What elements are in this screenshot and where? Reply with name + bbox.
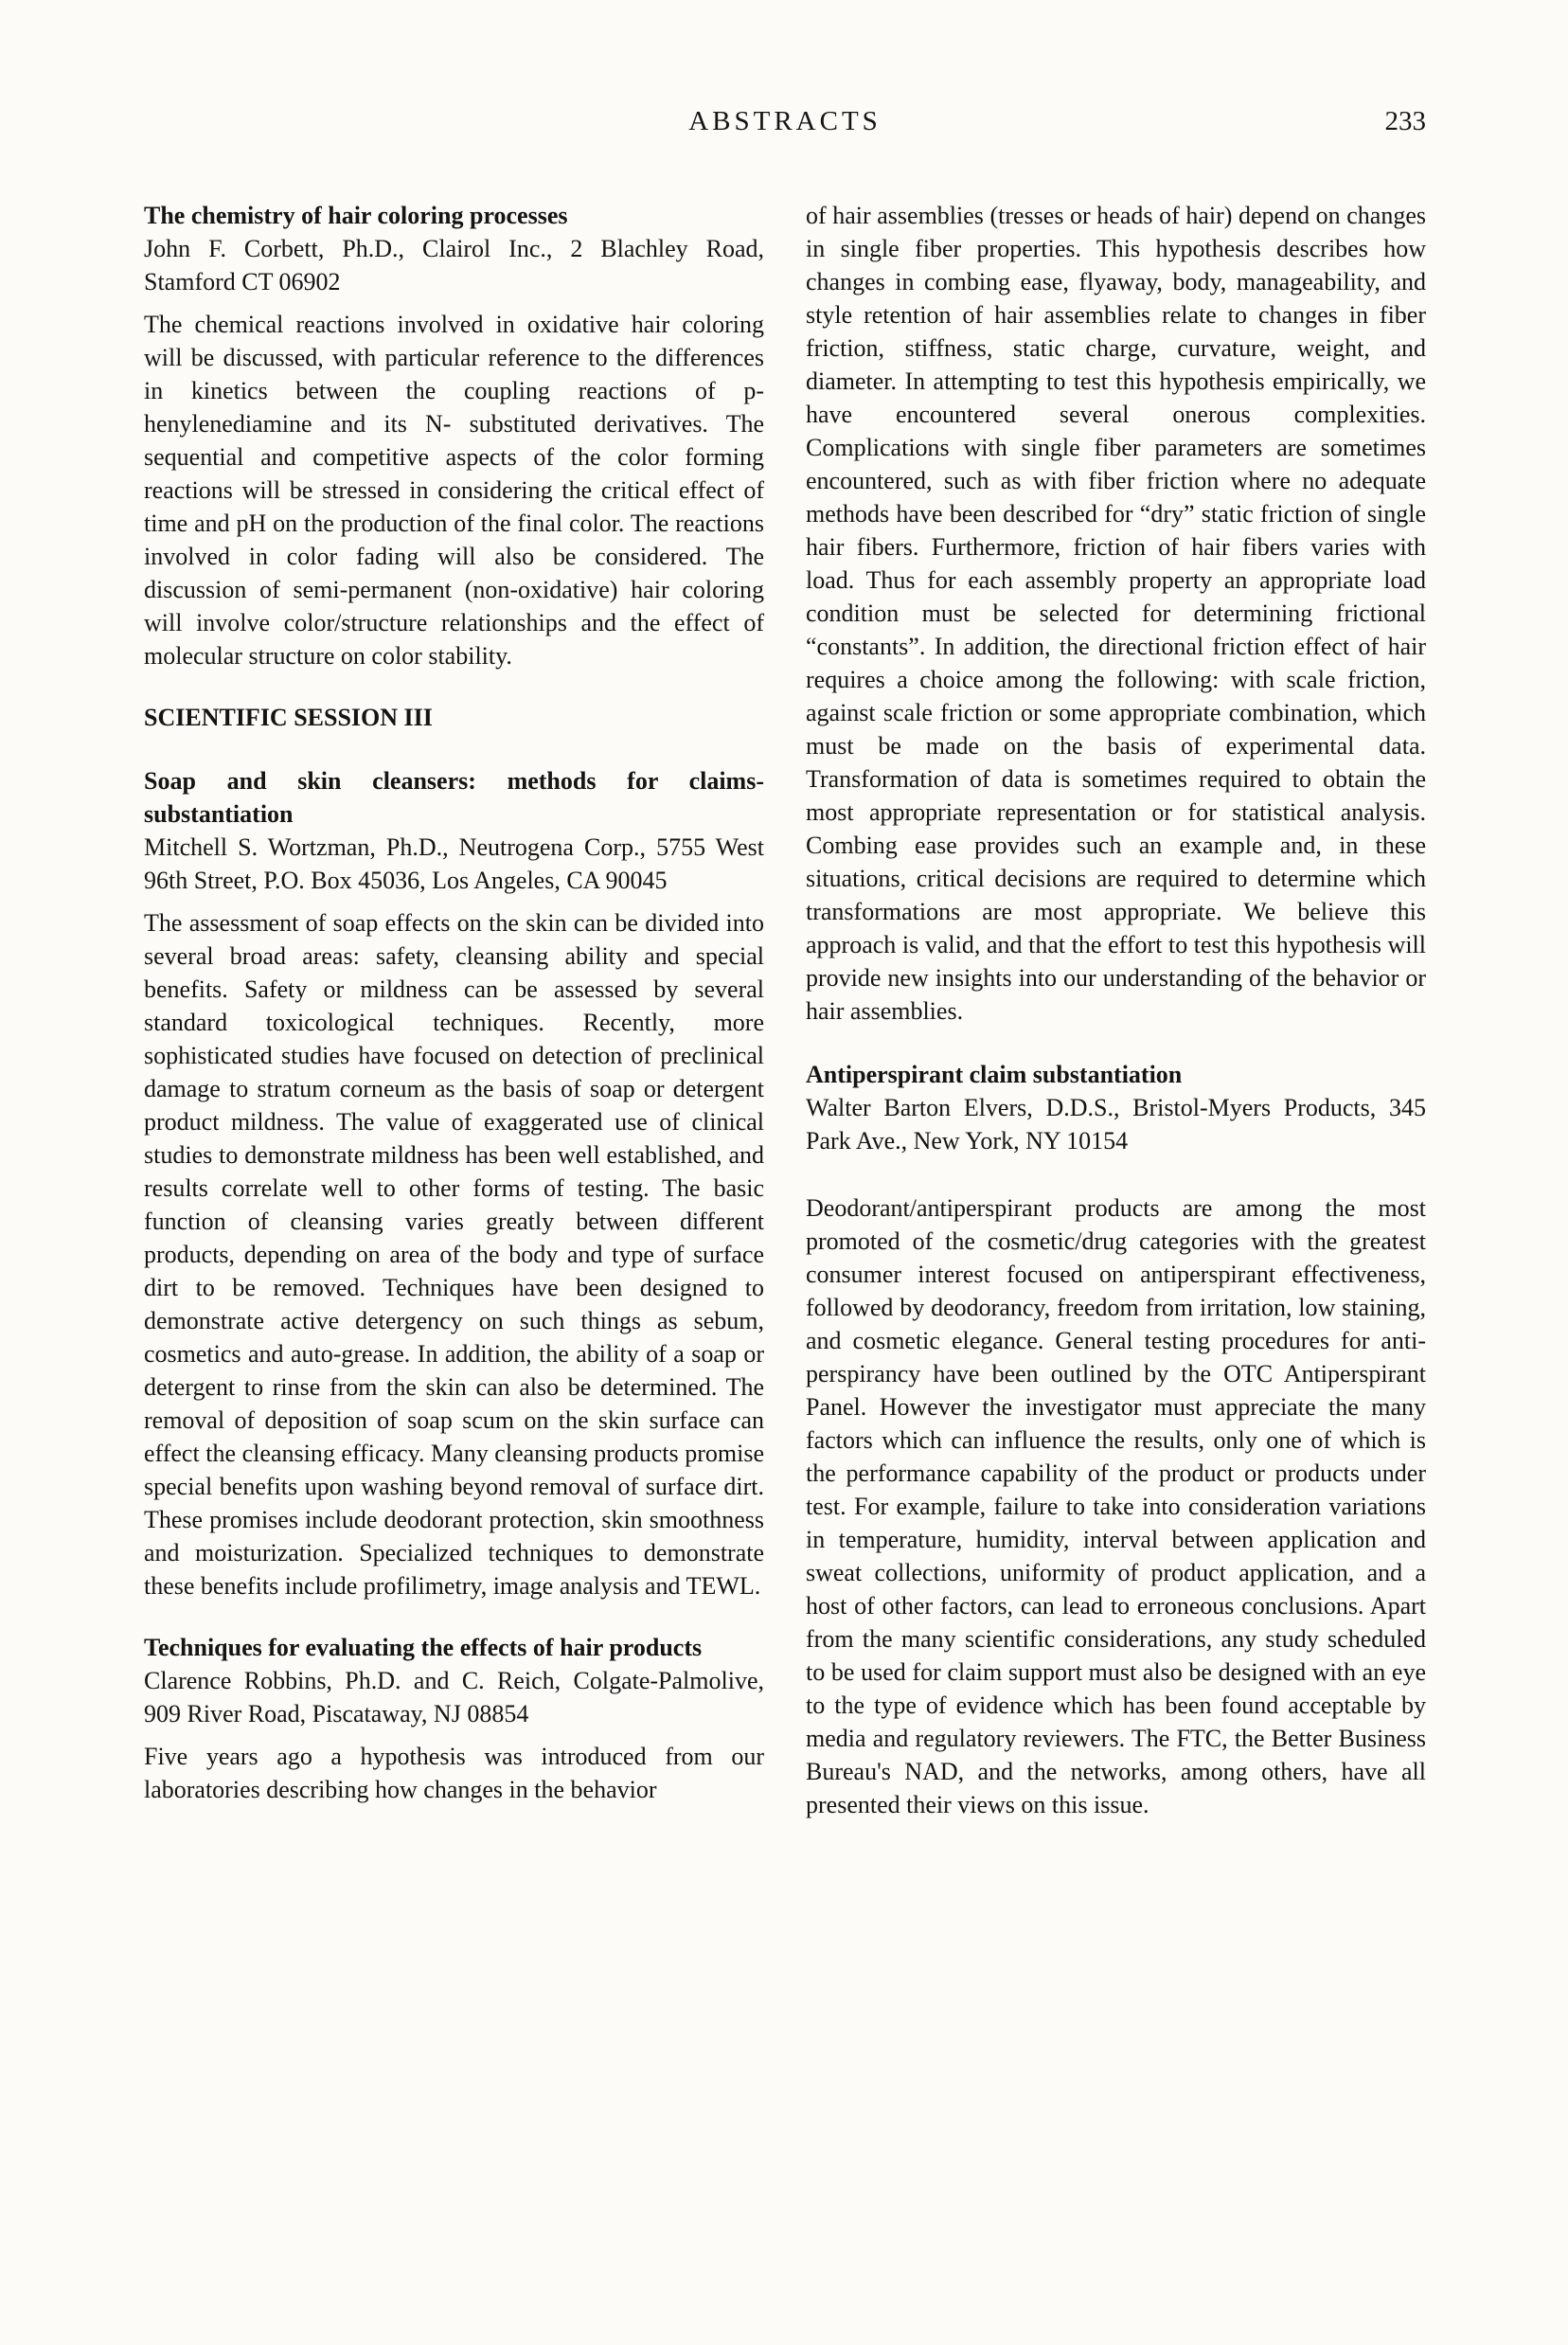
abstract-soap-cleansers [144,764,764,1602]
abstract-authors: Clarence Robbins, Ph.D. and C. Reich, Colgate-Palmolive, 909 River Road, Piscataway, NJ 08854 [144,1667,764,1727]
two-column-layout [144,199,1426,1850]
abstract-authors: Walter Barton Elvers, D.D.S., Bristol-Myers Products, 345 Park Ave., New York, NY 10154 [806,1094,1426,1155]
abstract-title: Techniques for evaluating the effects of hair products [144,1634,703,1661]
abstract-title: The chemistry of hair coloring processes [144,202,568,229]
abstract-title: Antiperspirant claim substantiation [806,1061,1183,1088]
page-number: 233 [1384,106,1426,136]
abstract-body: The chemical reactions involved in oxidative hair coloring will be discussed, with particular reference to the differences in kinetics between the coupling reactions of p-henylenediamine and its N- substituted derivatives. The sequential and competitive aspects of the color forming reactions will be stressed in considering the critical effect of time and pH on the production of the final color. The reactions involved in color fading will also be considered. The discussion of semi-permanent (non-oxidative) hair coloring will involve color/structure relationships and the effect of molecular structure on color stability. [144,311,764,670]
abstract-hair-products [144,1631,764,1806]
session-heading: SCIENTIFIC SESSION III [144,704,433,731]
abstract-body: Deodorant/antiperspirant products are among the most promoted of the cosmetic/drug categories with the greatest consumer interest focused on antiperspirant effectiveness, followed by deodorancy, freedom from irritation, low staining, and cosmetic elegance. General testing procedures for anti-perspirancy have been outlined by the OTC Antiperspirant Panel. However the investigator must appreciate the many factors which can influence the results, only one of which is the performance capability of the product or products under test. For example, failure to take into consideration variations in temperature, humidity, interval between application and sweat collections, uniformity of product application, and a host of other factors, can lead to erroneous conclusions. Apart from the many scientific considerations, any study scheduled to be used for claim support must also be designed with an eye to the type of evidence which has been found acceptable by media and regulatory reviewers. The FTC, the Better Business Bureau's NAD, and the networks, among others, have all presented their views on this issue. [806,1194,1426,1818]
abstract-body: The assessment of soap effects on the skin can be divided into several broad areas: safety, cleansing ability and special benefits. Safety or mildness can be assessed by several standard toxicological techniques. Recently, more sophisticated studies have focused on detection of preclinical damage to stratum corneum as the basis of soap or detergent product mildness. The value of exaggerated use of clinical studies to demonstrate mildness has been well established, and results correlate well to other forms of testing. The basic function of cleansing varies greatly between different products, depending on area of the body and type of surface dirt to be removed. Techniques have been designed to demonstrate active detergency on such things as sebum, cosmetics and auto-grease. In addition, the ability of a soap or detergent to rinse from the skin can also be determined. The removal of deposition of soap scum on the skin surface can effect the cleansing efficacy. Many cleansing products promise special benefits upon washing beyond removal of surface dirt. These promises include deodorant protection, skin smoothness and moisturization. Specialized techniques to demonstrate these benefits include profilimetry, image analysis and TEWL. [144,909,764,1600]
abstract-authors: Mitchell S. Wortzman, Ph.D., Neutrogena Corp., 5755 West 96th Street, P.O. Box 45036, Los Angeles, CA 90045 [144,833,764,894]
right-column [806,199,1426,1850]
abstract-hair-coloring [144,199,764,672]
abstract-authors: John F. Corbett, Ph.D., Clairol Inc., 2 Blachley Road, Stamford CT 06902 [144,235,764,295]
abstract-body-continuation: of hair assemblies (tresses or heads of hair) depend on changes in single fiber properties. This hypothesis describes how changes in combing ease, flyaway, body, manageability, and style retention of hair assemblies relate to changes in fiber friction, stiffness, static charge, curvature, weight, and diameter. In attempting to test this hypothesis empirically, we have encountered several onerous complexities. Complications with single fiber parameters are sometimes encountered, such as with fiber friction where no adequate methods have been described for “dry” static friction of single hair fibers. Furthermore, friction of hair fibers varies with load. Thus for each assembly property an appropriate load condition must be selected for determining frictional “constants”. In addition, the directional friction effect of hair requires a choice among the following: with scale friction, against scale friction or some appropriate combination, which must be made on the basis of experimental data. Transformation of data is sometimes required to obtain the most appropriate representation or for statistical analysis. Combing ease provides such an example and, in these situations, critical decisions are required to determine which transformations are most appropriate. We believe this approach is valid, and that the effort to test this hypothesis will provide new insights into our understanding of the behavior or hair assemblies. [806,202,1426,1025]
running-head: ABSTRACTS [688,106,882,136]
left-column [144,199,764,1850]
abstract-body: Five years ago a hypothesis was introduced from our laboratories describing how changes in the behavior [144,1743,764,1803]
abstract-antiperspirant [806,1058,1426,1821]
abstract-title: Soap and skin cleansers: methods for claims-substantiation [144,767,764,828]
page-header [144,106,1426,146]
